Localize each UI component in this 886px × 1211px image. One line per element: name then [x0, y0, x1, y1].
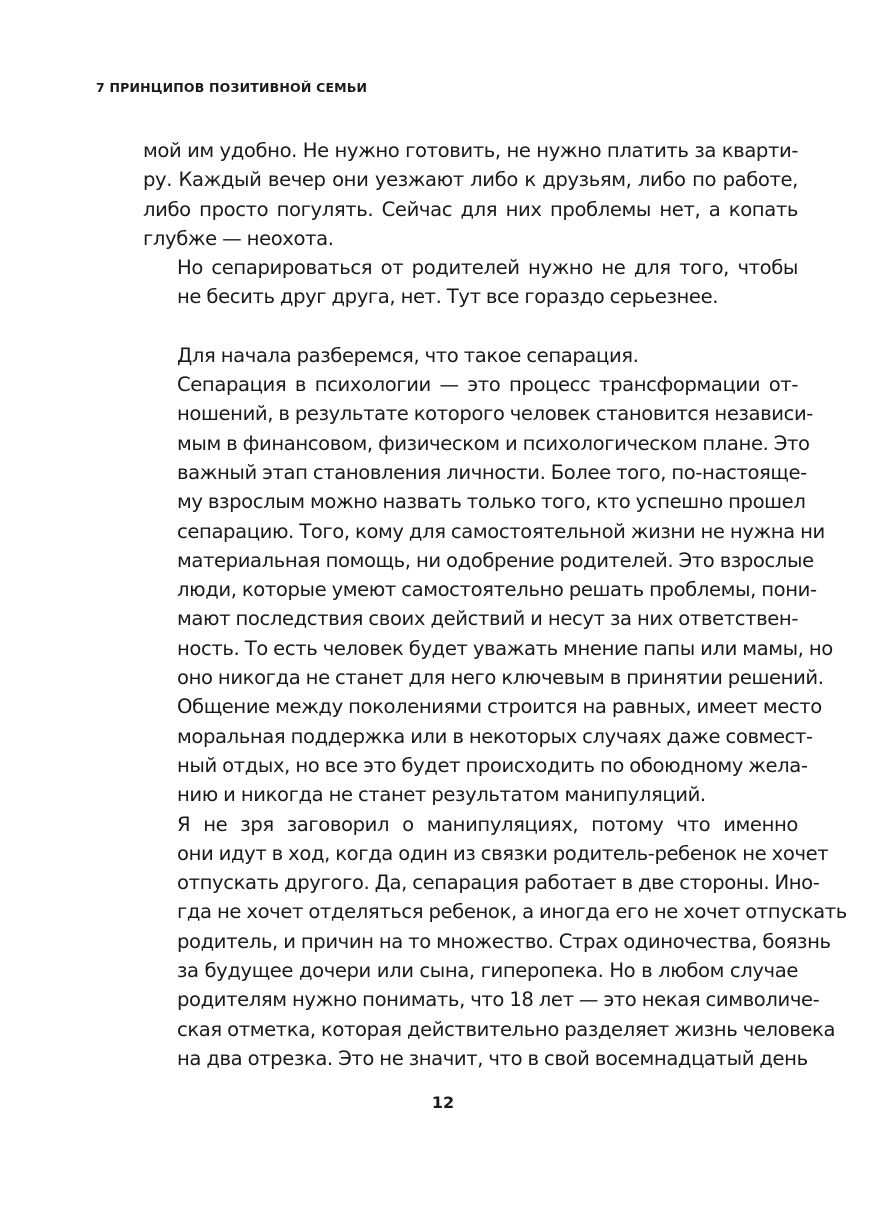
text-line: сепарацию. Того, кому для самостоятельной жизни не нужна ни — [177, 519, 825, 543]
text-line: оно никогда не станет для него ключевым в принятии решений. — [177, 666, 824, 690]
text-line: ру. Каждый вечер они уезжают либо к друзьям, либо по работе, — [143, 168, 798, 192]
page-number: 12 — [431, 1093, 455, 1112]
text-line: Для начала разберемся, что такое сепарация. — [177, 343, 639, 367]
text-line: ность. То есть человек будет уважать мнение папы или мамы, но — [177, 636, 833, 660]
text-line: мой им удобно. Не нужно готовить, не нужно платить за кварти- — [143, 139, 798, 162]
paragraph — [143, 370, 833, 809]
text-line: му взрослым можно назвать только того, кто успешно прошел — [177, 490, 806, 514]
text-line: не бесить друг друга, нет. Тут все гораздо серьезнее. — [177, 285, 719, 309]
text-line: они идут в ход, когда один из связки родитель-ребенок не хочет — [177, 841, 829, 865]
paragraph — [143, 341, 798, 370]
text-line: Я не зря заговорил о манипуляциях, потому что именно — [177, 812, 798, 836]
text-line: ская отметка, которая действительно разделяет жизнь человека — [177, 1017, 836, 1041]
paragraph — [143, 810, 847, 1074]
text-line: родителям нужно понимать, что 18 лет — это некая символиче- — [177, 988, 820, 1012]
text-line: глубже — неохота. — [143, 226, 334, 250]
text-line: материальная помощь, ни одобрение родителей. Это взрослые — [177, 548, 814, 572]
text-line: важный этап становления личности. Более того, по-настояще- — [177, 460, 807, 484]
text-line: родитель, и причин на то множество. Страх одиночества, боязнь — [177, 929, 831, 953]
text-line: отпускать другого. Да, сепарация работает в две стороны. Ино- — [177, 871, 820, 895]
paragraph — [143, 136, 798, 253]
text-line: за будущее дочери или сына, гиперопека. Но в любом случае — [177, 959, 798, 983]
text-line: мым в финансовом, физическом и психологическом плане. Это — [177, 431, 810, 455]
body-text — [143, 136, 847, 1073]
text-line: Но сепарироваться от родителей нужно не для того, чтобы — [177, 256, 798, 280]
text-line: люди, которые умеют самостоятельно решать проблемы, пони- — [177, 578, 817, 602]
text-line: ношений, в результате которого человек становится независи- — [177, 402, 813, 426]
text-line: на два отрезка. Это не значит, что в свой восемнадцатый день — [177, 1046, 808, 1070]
text-line: гда не хочет отделяться ребенок, а иногда его не хочет отпускать — [177, 900, 847, 924]
text-line: мают последствия своих действий и несут за них ответствен- — [177, 607, 798, 631]
text-line: моральная поддержка или в некоторых случаях даже совмест- — [177, 724, 813, 748]
text-line: Сепарация в психологии — это процесс трансформации от- — [177, 373, 798, 397]
text-line: либо просто погулять. Сейчас для них проблемы нет, а копать — [143, 197, 798, 221]
text-line: Общение между поколениями строится на равных, имеет место — [177, 695, 822, 719]
running-head: 7 ПРИНЦИПОВ ПОЗИТИВНОЙ СЕМЬИ — [96, 80, 368, 95]
text-line: ный отдых, но все это будет происходить по обоюдному жела- — [177, 753, 808, 777]
paragraph — [143, 253, 798, 312]
text-line: нию и никогда не станет результатом манипуляций. — [177, 783, 706, 807]
